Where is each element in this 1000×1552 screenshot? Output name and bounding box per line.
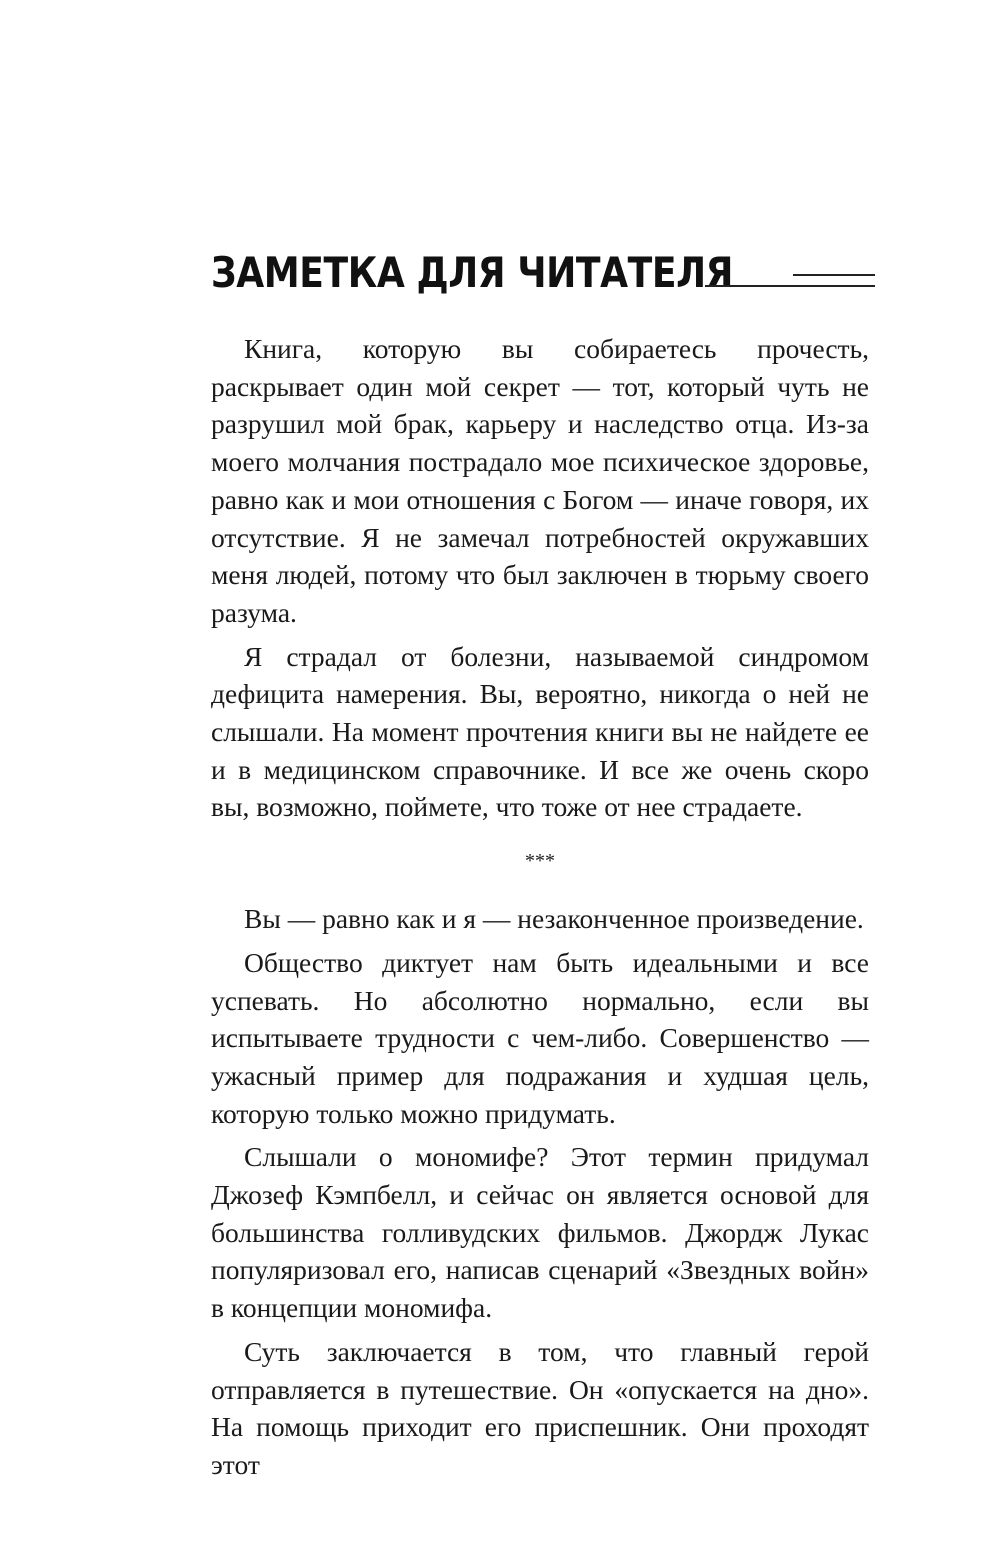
heading-rule-upper xyxy=(793,274,875,276)
chapter-heading: ЗАМЕТКА ДЛЯ ЧИТАТЕЛЯ xyxy=(211,248,734,297)
paragraph-3: Вы — равно как и я — незаконченное произведение. xyxy=(244,903,864,935)
paragraph-1: Книга, которую вы собираетесь прочесть, раскрывает один мой секрет — тот, который чуть не разрушил мой брак, карьеру и наследство отца. Из-за моего молчания пострадало мое психическое здоровье, равно как и мои отношения с Богом — иначе говоря, их отсутствие. Я не замечал потребностей окружавших меня людей, потому что был заключен в тюрьму своего разума. xyxy=(211,333,869,628)
paragraph-6: Суть заключается в том, что главный герой отправляется в путешествие. Он «опускается на дно». На помощь приходит его приспешник. Они проходят этот xyxy=(211,1335,869,1480)
section-separator: *** xyxy=(525,850,555,873)
body-text xyxy=(211,330,869,1484)
paragraph-5: Слышали о мономифе? Этот термин придумал Джозеф Кэмпбелл, и сейчас он является основой для большинства голливудских фильмов. Джордж Лукас популяризовал его, написав сценарий «Звездных войн» в концепции мономифа. xyxy=(211,1141,869,1324)
chapter-heading-row xyxy=(211,248,875,298)
heading-rule-lower xyxy=(705,285,875,287)
paragraph-4: Общество диктует нам быть идеальными и все успевать. Но абсолютно нормально, если вы испытываете трудности с чем-либо. Совершенство — ужасный пример для подражания и худшая цель, которую только можно придумать. xyxy=(211,946,869,1129)
paragraph-2: Я страдал от болезни, называемой синдромом дефицита намерения. Вы, вероятно, никогда о ней не слышали. На момент прочтения книги вы не найдете ее и в медицинском справочнике. И все же очень скоро вы, возможно, поймете, что тоже от нее страдаете. xyxy=(211,640,869,823)
